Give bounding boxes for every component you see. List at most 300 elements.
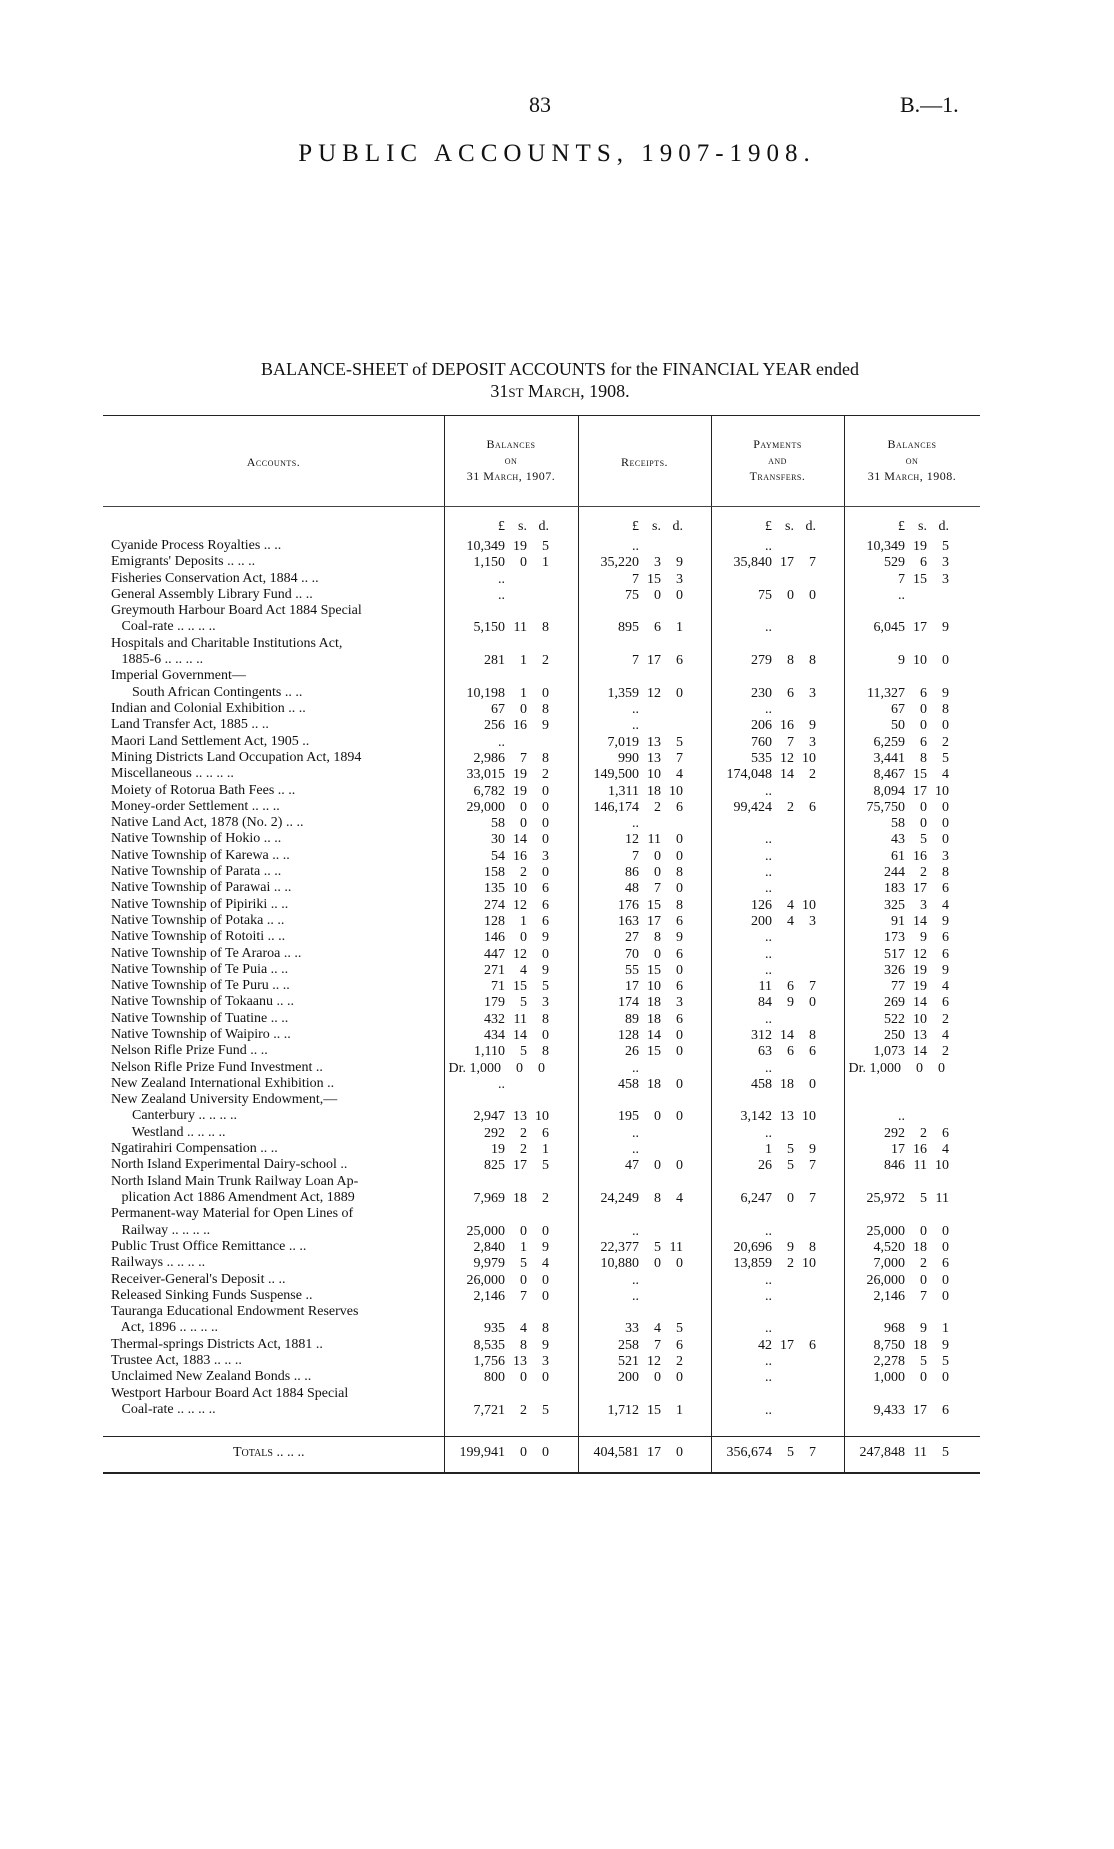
shillings: 2 — [787, 799, 794, 815]
account-name-line: Native Township of Parata .. .. — [111, 864, 282, 879]
shillings: 18 — [647, 783, 661, 799]
amount-b — [449, 1190, 549, 1207]
amount-b — [449, 1043, 549, 1060]
shillings: 12 — [513, 946, 527, 962]
pounds: 75 — [625, 587, 639, 603]
shillings: 13 — [647, 750, 661, 766]
amount-r — [583, 815, 683, 832]
pounds: 7 — [632, 848, 639, 864]
pence: 5 — [942, 1354, 949, 1369]
amount-e — [849, 571, 949, 588]
amount-r — [583, 1320, 683, 1337]
pence: 2 — [542, 1190, 549, 1206]
amount-b — [449, 864, 549, 881]
amount-p — [716, 799, 816, 816]
amount-p — [716, 848, 816, 865]
shillings: 17 — [913, 881, 927, 897]
pence: 1 — [676, 1402, 683, 1418]
pence: 6 — [676, 913, 683, 929]
pounds: 8,467 — [873, 767, 905, 783]
pounds: 244 — [884, 865, 905, 880]
pence: 10 — [935, 783, 949, 799]
shillings: 12 — [913, 946, 927, 962]
amount-p — [716, 1369, 816, 1386]
pounds: .. — [765, 1370, 772, 1386]
amount-p — [716, 1011, 816, 1028]
shillings: 4 — [787, 897, 794, 913]
shillings: 17 — [780, 555, 794, 571]
pounds: 9,979 — [473, 1256, 505, 1272]
account-name-line: Native Township of Tokaanu .. .. — [111, 994, 294, 1010]
table-row — [103, 1027, 980, 1043]
shillings: 0 — [520, 1223, 527, 1239]
account-name — [111, 864, 457, 880]
account-name — [111, 734, 457, 750]
amount-p — [716, 913, 816, 930]
pence: 9 — [542, 1337, 549, 1353]
table-row — [103, 994, 980, 1010]
account-name — [111, 1011, 457, 1027]
table-row — [103, 717, 980, 733]
account-name — [111, 636, 457, 669]
amount-p — [716, 880, 816, 897]
pence: 4 — [942, 1028, 949, 1043]
shillings: 0 — [654, 1256, 661, 1272]
pounds: 77 — [891, 979, 905, 995]
account-name — [111, 1060, 457, 1076]
account-name-line: Act, 1896 .. .. .. .. — [111, 1320, 218, 1336]
pence: 0 — [542, 1370, 549, 1386]
shillings: 0 — [520, 816, 527, 832]
amount-p — [716, 1108, 816, 1125]
shillings: 7 — [787, 734, 794, 750]
pounds: 146 — [484, 930, 505, 946]
account-name-line: Imperial Government— — [111, 668, 246, 684]
table-row — [103, 1011, 980, 1027]
pence: 8 — [809, 1239, 816, 1255]
pounds: 10,880 — [600, 1256, 639, 1272]
shillings: 18 — [513, 1190, 527, 1206]
amount-e — [849, 1239, 949, 1256]
pounds: 99,424 — [733, 799, 772, 815]
shillings: 0 — [520, 1445, 527, 1460]
balance-sheet-table — [103, 415, 980, 1474]
pounds: 356,674 — [726, 1445, 772, 1460]
pounds: 2,947 — [473, 1109, 505, 1125]
shillings: 19 — [513, 783, 527, 799]
shillings: 17 — [780, 1337, 794, 1353]
shillings: 0 — [654, 946, 661, 962]
amount-b — [449, 1060, 545, 1077]
pence: 9 — [942, 620, 949, 636]
amount-p — [716, 717, 816, 734]
table-row — [103, 1092, 980, 1125]
pounds: 271 — [484, 962, 505, 978]
amount-p — [716, 587, 816, 604]
amount-e — [849, 864, 949, 881]
account-name-line: Native Township of Parawai .. .. — [111, 880, 292, 896]
shillings: 9 — [920, 930, 927, 946]
account-name — [111, 1272, 457, 1288]
account-name-line: Fisheries Conservation Act, 1884 .. .. — [111, 570, 319, 586]
shillings: 16 — [513, 848, 527, 864]
pence: 3 — [809, 913, 816, 929]
totals-receipts — [583, 1445, 683, 1461]
pounds: 325 — [884, 897, 905, 913]
shillings: 17 — [647, 653, 661, 669]
table-row — [103, 603, 980, 636]
account-name — [111, 701, 457, 717]
pence: 8 — [542, 1011, 549, 1027]
pounds: 1,359 — [607, 685, 639, 701]
account-name-line: Money-order Settlement .. .. .. — [111, 798, 280, 814]
shillings: 19 — [513, 767, 527, 783]
pounds: 846 — [884, 1158, 905, 1174]
account-name — [111, 1141, 457, 1157]
amount-b — [449, 1027, 549, 1044]
amount-e — [849, 652, 949, 669]
amount-r — [583, 1190, 683, 1207]
pounds: 35,220 — [600, 555, 639, 571]
shillings: 2 — [520, 1125, 527, 1141]
pounds: 269 — [884, 995, 905, 1011]
amount-b — [449, 1337, 549, 1354]
pence: 0 — [542, 1288, 549, 1304]
pounds: .. — [632, 1288, 639, 1304]
pence: 0 — [676, 1370, 683, 1386]
pence: 6 — [676, 1011, 683, 1027]
table-row — [103, 1304, 980, 1337]
amount-e — [849, 783, 949, 800]
amount-p — [716, 815, 816, 832]
amount-b — [449, 913, 549, 930]
pence: 3 — [942, 848, 949, 864]
table-row — [103, 1369, 980, 1385]
shillings: 16 — [913, 1142, 927, 1158]
amount-r — [583, 1255, 683, 1272]
amount-r — [583, 1223, 683, 1240]
amount-r — [583, 571, 683, 588]
account-name — [111, 1043, 457, 1059]
amount-r — [583, 864, 683, 881]
shillings: 6 — [920, 555, 927, 571]
table-row — [103, 750, 980, 766]
shillings: 14 — [913, 995, 927, 1011]
currency-units — [583, 518, 683, 535]
shillings: 18 — [647, 1076, 661, 1092]
account-name — [111, 1255, 457, 1271]
account-name — [111, 1027, 457, 1043]
table-title-line-2: 31st March, 1908. — [490, 381, 630, 401]
header-receipts: Receipts. — [620, 455, 669, 469]
shillings: 15 — [913, 571, 927, 587]
shillings: 17 — [647, 1445, 661, 1460]
amount-e — [849, 880, 949, 897]
account-name — [111, 717, 457, 733]
shillings: 5 — [654, 1239, 661, 1255]
pounds: .. — [765, 783, 772, 799]
pounds: 312 — [751, 1028, 772, 1043]
pence: 6 — [809, 799, 816, 815]
pence: 5 — [542, 979, 549, 995]
pence: 11 — [669, 1239, 683, 1255]
amount-r — [583, 946, 683, 963]
pence: 9 — [942, 962, 949, 978]
amount-b — [449, 1402, 549, 1419]
pounds: 1,712 — [607, 1402, 639, 1418]
pence: 6 — [942, 930, 949, 946]
shillings: 1 — [520, 913, 527, 929]
pounds: 1,073 — [873, 1044, 905, 1060]
pence: 6 — [809, 1337, 816, 1353]
amount-p — [716, 1353, 816, 1370]
table-title-line-1: BALANCE-SHEET of DEPOSIT ACCOUNTS for the FINANCIAL YEAR ended — [261, 359, 859, 379]
pence: 0 — [542, 799, 549, 815]
pounds: 2,278 — [873, 1354, 905, 1369]
amount-p — [716, 1141, 816, 1158]
shillings: 2 — [920, 865, 927, 880]
pence: 4 — [542, 1256, 549, 1272]
amount-e — [849, 994, 949, 1011]
pounds: 55 — [625, 962, 639, 978]
account-name — [111, 994, 457, 1010]
account-name-line: Emigrants' Deposits .. .. .. — [111, 554, 256, 570]
amount-p — [716, 962, 816, 979]
shillings: 10 — [913, 1011, 927, 1027]
pounds: .. — [765, 848, 772, 864]
account-name-line: Native Township of Pipiriki .. .. — [111, 896, 289, 912]
table-row — [103, 701, 980, 717]
account-name — [111, 815, 457, 831]
pence: 4 — [676, 1190, 683, 1206]
pence: 5 — [542, 1158, 549, 1174]
pounds: 13,859 — [733, 1256, 772, 1272]
amount-b — [449, 799, 549, 816]
account-name — [111, 1386, 457, 1419]
amount-r — [583, 750, 683, 767]
amount-r — [583, 1272, 683, 1289]
pounds: 1 — [765, 1142, 772, 1158]
pounds: 292 — [884, 1125, 905, 1141]
pence: 9 — [676, 930, 683, 946]
pounds: .. — [632, 1272, 639, 1288]
amount-b — [449, 783, 549, 800]
shillings: 18 — [647, 1011, 661, 1027]
amount-b — [449, 701, 549, 718]
pounds: 173 — [884, 930, 905, 946]
pence: 9 — [942, 685, 949, 701]
pence: 1 — [676, 620, 683, 636]
amount-r — [583, 978, 683, 995]
pounds: 176 — [618, 897, 639, 913]
shillings: 0 — [787, 1190, 794, 1206]
pence: 2 — [676, 1354, 683, 1369]
pounds: 27 — [625, 930, 639, 946]
shillings: 14 — [513, 1028, 527, 1043]
account-name — [111, 538, 457, 554]
unit-label: d. — [672, 519, 683, 534]
pounds: 84 — [758, 995, 772, 1011]
table-title — [140, 358, 980, 402]
amount-r — [583, 1108, 683, 1125]
amount-b — [449, 1369, 549, 1386]
pence: 0 — [676, 1076, 683, 1092]
shillings: 0 — [654, 1109, 661, 1125]
pounds: 33 — [625, 1321, 639, 1337]
shillings: 0 — [920, 1370, 927, 1386]
amount-e — [849, 1076, 949, 1093]
amount-r — [583, 766, 683, 783]
shillings: 1 — [520, 685, 527, 701]
pence: 0 — [542, 783, 549, 799]
table-row — [103, 831, 980, 847]
shillings: 5 — [520, 1044, 527, 1060]
pounds: 9 — [898, 653, 905, 669]
pence: 0 — [676, 832, 683, 848]
totals-row — [103, 1436, 980, 1471]
amount-e — [849, 619, 949, 636]
amount-r — [583, 1076, 683, 1093]
pounds: 58 — [491, 816, 505, 832]
account-name-line: Greymouth Harbour Board Act 1884 Special — [111, 603, 362, 619]
pence: 1 — [542, 555, 549, 571]
amount-p — [716, 734, 816, 751]
amount-b — [449, 994, 549, 1011]
table-row — [103, 668, 980, 701]
pence: 0 — [542, 816, 549, 832]
totals-balance-1908 — [849, 1445, 949, 1461]
amount-e — [849, 1190, 949, 1207]
pence: 8 — [942, 865, 949, 880]
pounds: 3,142 — [740, 1109, 772, 1125]
pounds: 458 — [618, 1076, 639, 1092]
amount-e — [849, 538, 949, 555]
shillings: 0 — [920, 718, 927, 734]
header-balances-1908 — [844, 436, 980, 484]
pence: 0 — [542, 865, 549, 880]
shillings: 15 — [913, 767, 927, 783]
unit-label: d. — [805, 519, 816, 534]
pounds: 174 — [618, 995, 639, 1011]
pence: 0 — [676, 1445, 683, 1460]
shillings: 0 — [654, 1370, 661, 1386]
pounds: .. — [765, 1011, 772, 1027]
amount-b — [449, 897, 549, 914]
pounds: 2,840 — [473, 1239, 505, 1255]
amount-e — [849, 766, 949, 783]
pounds: 50 — [891, 718, 905, 734]
pounds: 174,048 — [726, 767, 772, 783]
amount-b — [449, 538, 549, 555]
amount-p — [716, 571, 816, 588]
account-name — [111, 1174, 457, 1207]
table-row — [103, 1206, 980, 1239]
pence: 2 — [542, 767, 549, 783]
pence: 4 — [942, 767, 949, 783]
pounds: 200 — [751, 913, 772, 929]
pence: 3 — [942, 571, 949, 587]
account-name-line: Native Township of Waipiro .. .. — [111, 1027, 291, 1042]
amount-r — [583, 717, 683, 734]
amount-e — [849, 1369, 949, 1386]
pounds: 199,941 — [459, 1445, 505, 1460]
unit-label: s. — [918, 519, 927, 534]
table-row — [103, 1272, 980, 1288]
pounds: 11 — [758, 979, 772, 995]
amount-e — [849, 946, 949, 963]
pounds: 70 — [625, 946, 639, 962]
pence: 6 — [676, 946, 683, 962]
pounds: 26 — [625, 1044, 639, 1060]
shillings: 13 — [647, 734, 661, 750]
pence: 8 — [942, 702, 949, 717]
pence: 9 — [542, 1239, 549, 1255]
amount-e — [849, 978, 949, 995]
pounds: 75 — [758, 587, 772, 603]
amount-r — [583, 897, 683, 914]
header-line: 31 March, 1908. — [867, 469, 957, 483]
amount-r — [583, 1141, 683, 1158]
account-name-line: Released Sinking Funds Suspense .. — [111, 1287, 313, 1303]
amount-r — [583, 1027, 683, 1044]
pence: 9 — [809, 718, 816, 734]
pence: 5 — [542, 539, 549, 554]
amount-b — [449, 750, 549, 767]
amount-b — [449, 1011, 549, 1028]
account-name-line: Receiver-General's Deposit .. .. — [111, 1271, 286, 1287]
table-row — [103, 1125, 980, 1141]
shillings: 11 — [913, 1445, 927, 1460]
pounds: 200 — [618, 1370, 639, 1386]
pence: 0 — [942, 1272, 949, 1288]
pounds: 11,327 — [867, 685, 905, 701]
shillings: 6 — [787, 979, 794, 995]
shillings: 0 — [920, 702, 927, 717]
account-name-line: Hospitals and Charitable Institutions Act, — [111, 635, 343, 651]
account-name-line: General Assembly Library Fund .. .. — [111, 586, 313, 602]
shillings: 18 — [913, 1337, 927, 1353]
pounds: 128 — [484, 913, 505, 929]
table-row — [103, 978, 980, 994]
amount-b — [449, 929, 549, 946]
amount-e — [849, 587, 949, 604]
pounds: 800 — [484, 1370, 505, 1386]
amount-e — [849, 1011, 949, 1028]
pounds: 825 — [484, 1158, 505, 1174]
shillings: 9 — [787, 1239, 794, 1255]
account-name — [111, 831, 457, 847]
pounds: .. — [498, 1076, 505, 1092]
amount-b — [449, 1288, 549, 1305]
amount-p — [716, 831, 816, 848]
amount-b — [449, 1157, 549, 1174]
account-name — [111, 897, 457, 913]
pence: 2 — [809, 767, 816, 783]
pounds: 25,000 — [466, 1223, 505, 1239]
account-name — [111, 1369, 457, 1385]
shillings: 2 — [920, 1125, 927, 1141]
pounds: 7,000 — [873, 1256, 905, 1272]
pence: 0 — [676, 685, 683, 701]
table-row — [103, 1255, 980, 1271]
shillings: 2 — [520, 865, 527, 880]
pence: 9 — [542, 930, 549, 946]
pounds: 63 — [758, 1044, 772, 1060]
header-line: and — [768, 453, 787, 467]
account-name-line: Railway .. .. .. .. — [111, 1222, 211, 1238]
shillings: 0 — [787, 587, 794, 603]
unit-label: £ — [765, 519, 772, 534]
